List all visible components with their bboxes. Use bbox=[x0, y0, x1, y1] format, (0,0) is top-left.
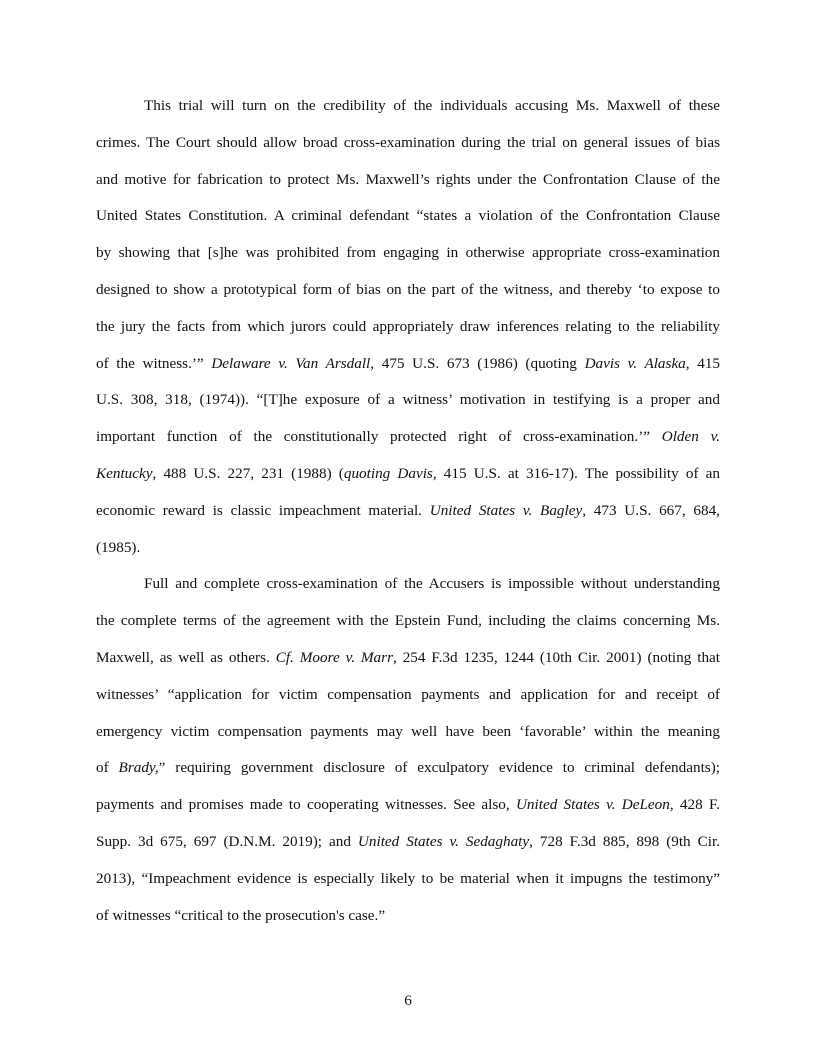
case-citation: Brady, bbox=[118, 759, 159, 776]
text-line: economic reward is classic impeachment material. United States v. Bagley, 473 U.S. 667, 684, bbox=[96, 502, 720, 519]
text-line: witnesses’ “application for victim compensation payments and application for and receipt of bbox=[96, 686, 720, 703]
text-line: Supp. 3d 675, 697 (D.N.M. 2019); and United States v. Sedaghaty, 728 F.3d 885, 898 (9th Cir. bbox=[96, 833, 720, 850]
text-line: Full and complete cross-examination of the Accusers is impossible without understanding bbox=[144, 575, 720, 592]
case-citation: Kentucky bbox=[96, 465, 153, 482]
text-line: by showing that [s]he was prohibited from engaging in otherwise appropriate cross-examination bbox=[96, 244, 720, 261]
case-citation: United States v. DeLeon bbox=[515, 796, 670, 813]
case-citation: United States v. Sedaghaty bbox=[357, 833, 530, 850]
text-line: U.S. 308, 318, (1974)). “[T]he exposure of a witness’ motivation in testifying is a proper and bbox=[96, 391, 720, 408]
case-citation: Delaware v. Van Arsdall bbox=[211, 355, 371, 372]
text-line: Kentucky, 488 U.S. 227, 231 (1988) (quoting Davis, 415 U.S. at 316-17). The possibility of an bbox=[96, 465, 720, 482]
text-line: This trial will turn on the credibility of the individuals accusing Ms. Maxwell of these bbox=[144, 97, 720, 114]
text-line: designed to show a prototypical form of bias on the part of the witness, and thereby ‘to expose to bbox=[96, 281, 720, 298]
case-citation: United States v. Bagley bbox=[429, 502, 583, 519]
text-line: the complete terms of the agreement with the Epstein Fund, including the claims concerning Ms. bbox=[96, 612, 720, 629]
text-line: of witnesses “critical to the prosecution's case.” bbox=[96, 907, 386, 924]
text-line: of the witness.’” Delaware v. Van Arsdall, 475 U.S. 673 (1986) (quoting Davis v. Alaska, 415 bbox=[96, 355, 720, 372]
text-line: United States Constitution. A criminal defendant “states a violation of the Confrontation Clause bbox=[96, 207, 720, 224]
case-citation: quoting Davis bbox=[343, 465, 433, 482]
text-line: of Brady,” requiring government disclosure of exculpatory evidence to criminal defendants); bbox=[96, 759, 720, 776]
text-line: important function of the constitutionally protected right of cross-examination.’” Olden v. bbox=[96, 428, 720, 445]
text-line: Maxwell, as well as others. Cf. Moore v. Marr, 254 F.3d 1235, 1244 (10th Cir. 2001) (noting that bbox=[96, 649, 720, 666]
text-line: the jury the facts from which jurors could appropriately draw inferences relating to the reliability bbox=[96, 318, 720, 335]
text-line: 2013), “Impeachment evidence is especially likely to be material when it impugns the testimony” bbox=[96, 870, 720, 887]
text-line: emergency victim compensation payments may well have been ‘favorable’ within the meaning bbox=[96, 723, 720, 740]
page-number: 6 bbox=[404, 992, 412, 1009]
case-citation: Davis v. Alaska, bbox=[584, 355, 690, 372]
case-citation: Cf. Moore v. Marr bbox=[275, 649, 393, 666]
case-citation: Olden v. bbox=[661, 428, 720, 445]
text-line: (1985). bbox=[96, 539, 141, 556]
text-line: crimes. The Court should allow broad cross-examination during the trial on general issues of bias bbox=[96, 134, 720, 151]
text-line: and motive for fabrication to protect Ms. Maxwell’s rights under the Confrontation Clause of the bbox=[96, 171, 720, 188]
text-line: payments and promises made to cooperating witnesses. See also, United States v. DeLeon, 428 F. bbox=[96, 796, 720, 813]
